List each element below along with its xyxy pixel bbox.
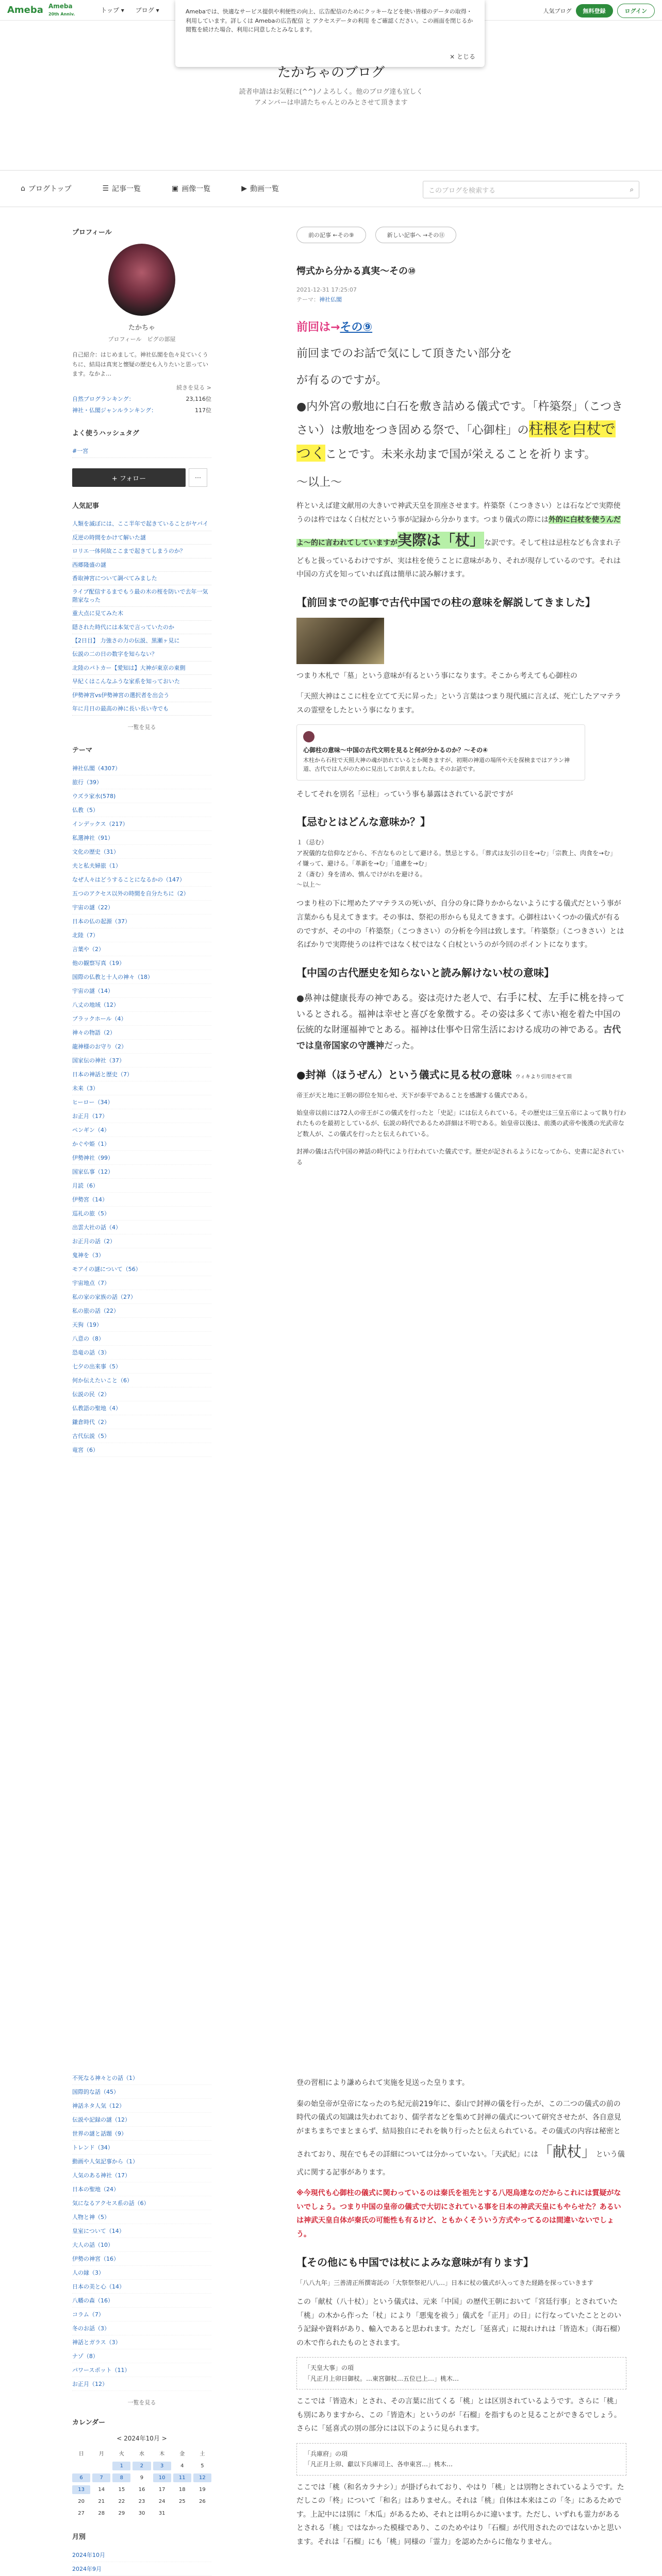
- popular-item[interactable]: 反逆の時間をかけて解いた謎: [72, 531, 211, 545]
- blog-search-input[interactable]: このブログを検索する ⌕: [423, 181, 639, 198]
- theme-item[interactable]: パワースポット（11）: [72, 2363, 211, 2377]
- theme-item[interactable]: ペンギン（4）: [72, 1123, 211, 1137]
- top-nav-blog[interactable]: ブログ ▾: [135, 7, 159, 14]
- blog-description: 読者申請はお気軽に(^^)ノよろしく。他のブログ達も宜しく アメンバーは申請たちゃんとのみとさせて頂きます: [239, 88, 423, 107]
- blog-title[interactable]: たかちゃのブログ: [277, 65, 385, 80]
- theme-item[interactable]: ウズラ家水(578): [72, 789, 211, 803]
- theme-item[interactable]: 私選神社（91）: [72, 831, 211, 845]
- home-icon: ⌂: [21, 184, 25, 193]
- theme-item[interactable]: 言葉や（2）: [72, 942, 211, 956]
- theme-item[interactable]: 月読（6）: [72, 1179, 211, 1193]
- theme-item[interactable]: 八意の（8）: [72, 1332, 211, 1346]
- calendar-day: 5: [201, 2463, 204, 2469]
- theme-item[interactable]: 他の観察写真（19）: [72, 956, 211, 970]
- theme-item[interactable]: 人気のある神社（17）: [72, 2168, 211, 2182]
- image-icon: ▣: [172, 184, 179, 193]
- theme-item[interactable]: 宇宙の謎（22）: [72, 901, 211, 914]
- popular-blog-link[interactable]: 人気ブログ: [543, 8, 572, 14]
- card-text: 木柱から石柱で天照大神の魂が訪れているとか聞きますが、初期の神道の場所や天を探検まではアラン神道、古代では人がのために見出してお供えましたね。そのお話です。: [303, 756, 570, 773]
- popular-heading: 人気記事: [72, 502, 100, 511]
- sidebar: [72, 227, 211, 1457]
- ameba-anniv-logo: Ameba 20th Anniv.: [48, 3, 75, 16]
- paragraph: 封禅の儀は古代中国の神話の時代により行われていた儀式です。歴史が記されるようになってから、史書に記されている: [296, 1148, 624, 1166]
- paragraph: つまり柱の下に埋めたアマテラスの死いが、自分の身に降りかからないようにする儀式だという事が言葉からも見えてきます。その事は、祭祀の形からも見えてきます。心御柱はいくつかの儀式が有るのですが、その中の「杵築祭」（こつきさい）の分析を今回は致します。「杵築祭」（こつきさい）とは名ばかりで実際使うのは杵ではなく杖ではなく白杖というのが今回のポイントになります。: [296, 900, 624, 950]
- theme-list: [72, 761, 211, 1457]
- theme-item[interactable]: 世界の謎と話題（9）: [72, 2127, 211, 2141]
- theme-item[interactable]: ブラックホール（4）: [72, 1012, 211, 1026]
- calendar-day[interactable]: 6: [72, 2473, 90, 2482]
- article-date: 2021-12-31 17:25:07: [296, 286, 357, 293]
- blog-header: [0, 46, 662, 170]
- theme-item[interactable]: 七夕の出来事（5）: [72, 1360, 211, 1374]
- theme-item[interactable]: お正月（12）: [72, 2377, 211, 2391]
- theme-item[interactable]: 神々の物語（2）: [72, 1026, 211, 1040]
- nav-image-list[interactable]: ▣ 画像一覧: [172, 184, 211, 193]
- theme-heading: テーマ: [72, 747, 93, 755]
- calendar-weekday: 土: [200, 2451, 205, 2457]
- theme-item[interactable]: 伊勢神社（99）: [72, 1151, 211, 1165]
- theme-item[interactable]: 伊勢の神宮（16）: [72, 2252, 211, 2266]
- calendar-day: 23: [138, 2499, 145, 2504]
- popular-item[interactable]: 【2日目】 力強さの力の伝説、黒瀬ヶ見に: [72, 634, 211, 648]
- theme-item[interactable]: 国家仏事（12）: [72, 1165, 211, 1179]
- article-theme: テーマ：神社仏閣: [296, 296, 342, 303]
- video-icon: ▶: [241, 184, 247, 193]
- popular-item[interactable]: ロリエ一体何故ここまで起きてしまうのか？: [72, 545, 211, 558]
- nav-video-list[interactable]: ▶ 動画一覧: [241, 184, 279, 193]
- calendar-day[interactable]: 12: [193, 2473, 211, 2482]
- theme-item[interactable]: 人の縁（3）: [72, 2266, 211, 2280]
- ameba-logo[interactable]: Ameba: [7, 5, 43, 15]
- archive-item[interactable]: 2024年9月: [72, 2562, 211, 2576]
- theme-item[interactable]: コラム（7）: [72, 2308, 211, 2321]
- follow-area: [72, 468, 211, 487]
- calendar-weekday: 水: [139, 2451, 144, 2457]
- theme-item[interactable]: 文化の歴史（31）: [72, 845, 211, 859]
- follow-button[interactable]: + フォロー: [72, 468, 186, 487]
- profile-bio: 自己紹介：はじめまして。神社仏閣を色々見ていくうちに、結局は真実と懐疑の歴史も入りたいと思っています。なかよ…: [72, 351, 208, 378]
- theme-item[interactable]: 出雲大社の話（4）: [72, 1221, 211, 1234]
- theme-item[interactable]: お正月の話（2）: [72, 1234, 211, 1248]
- theme-item[interactable]: 神話ネタ人気（12）: [72, 2099, 211, 2113]
- calendar-weekday: 金: [179, 2451, 185, 2457]
- calendar-day: 24: [158, 2499, 166, 2504]
- calendar-grid: [72, 2448, 211, 2518]
- register-button[interactable]: 無料登録: [576, 4, 613, 18]
- popular-list: [72, 517, 211, 716]
- calendar-day: 21: [98, 2499, 105, 2504]
- list-icon: ☰: [102, 184, 109, 193]
- popular-item[interactable]: ライブ配信するまでもう最の木の桜を防いで去年一気階家なった: [72, 585, 211, 607]
- definition: １（忌む） ア祝儀的な信仰などから、不吉なものとして避ける。禁忌とする。「葬式は友引の日を→む」「宗教上、肉食を→む」 イ嫌って、避ける。「革新を→む」「遠慮を→む」 ２（斎む）身を清め、慎んでけがれを避ける。 〜以上〜: [296, 839, 617, 889]
- calendar-day: 19: [199, 2487, 206, 2493]
- calendar-day: [72, 2462, 90, 2470]
- theme-item[interactable]: 北陸（7）: [72, 928, 211, 942]
- theme-item[interactable]: トレンド（34）: [72, 2141, 211, 2155]
- cookie-close-button[interactable]: × とじる: [450, 53, 475, 60]
- theme-item[interactable]: 八幡の森（16）: [72, 2294, 211, 2308]
- calendar-weekday: 月: [98, 2451, 104, 2457]
- theme-item[interactable]: 宇宙地点（7）: [72, 1276, 211, 1290]
- calendar-day: 18: [178, 2487, 186, 2493]
- prev-part-link[interactable]: その⑨: [340, 321, 373, 334]
- theme-item[interactable]: 国家伝の神社（37）: [72, 1054, 211, 1067]
- calendar-day: 29: [118, 2511, 125, 2516]
- paragraph: ●鼻神は健康長寿の神である。姿は売けた老人で、右手に杖、左手に桃を持っているとされる。福神は幸せと喜びを象徴する。その姿は多くて赤い袍を着た中国の伝統的な財運福神でとある。福神は仕事や日常生活における成功の神である。古代では皇帝国家の守護神だった。: [296, 991, 625, 1051]
- section-heading: 【前回までの記事で古代中国での柱の意味を解説してきました】: [296, 596, 595, 608]
- hashtag-heading: よく使うハッシュタグ: [72, 430, 139, 438]
- profile-links[interactable]: プロフィール ピグの部屋: [108, 336, 176, 343]
- theme-item[interactable]: インデックス（217）: [72, 817, 211, 831]
- theme-link[interactable]: 神社仏閣: [319, 296, 342, 303]
- paragraph: 秦の始皇帝が皇帝になったのち紀元前219年に、泰山で封禅の儀を行ったが、この二つの儀式の前の時代の儀式の知識は失われており、儒学者などを集めて封禅の儀式について研究させたが、各自意見がまちまちでまとまらず、結局独自にそれを執り行ったと伝えられている。その儀式の内容は秘密とされており、現在でもその詳細については分かっていない。「天武紀」には「献杖」という儀式に関する記事があります。: [296, 2099, 625, 2177]
- paragraph: 登の習相により謙められて実施を見送った皇ります。: [296, 2079, 469, 2087]
- article: [296, 227, 626, 1175]
- calendar-day: 20: [78, 2499, 85, 2504]
- nav-blog-top[interactable]: ⌂ ブログトップ: [21, 184, 72, 193]
- paragraph: 〜以上〜: [296, 476, 342, 489]
- paragraph: つまり木札で「墓」という意味が有るという事になります。そこから考えても心御柱の: [296, 671, 577, 680]
- theme-item[interactable]: 日本の神話と歴史（7）: [72, 1067, 211, 1081]
- theme-more-link[interactable]: 一覧を見る: [127, 2399, 156, 2406]
- ranking-row[interactable]: 神社・仏閣ジャンルランキング： 117位: [72, 407, 211, 414]
- calendar-day: 22: [118, 2499, 125, 2504]
- theme-item[interactable]: 鬼神を（3）: [72, 1248, 211, 1262]
- search-icon[interactable]: ⌕: [630, 185, 634, 194]
- archive-heading: 月別: [72, 2533, 86, 2541]
- cookie-text: Amebaでは、快適なサービス提供や利便性の向上、広告配信のためにクッキーなどを使い皆様のデータの取得・利用しています。詳しくは Amebaの広告配信 と アクセスデータの利用 をご確認ください。この画面を閉じるか閲覧を続けた場合、利用に同意したとみなします。: [186, 8, 473, 33]
- calendar-weekday: 日: [78, 2451, 84, 2457]
- theme-item[interactable]: 伝説の民（2）: [72, 1387, 211, 1401]
- popular-item[interactable]: 伝説の二の日の数字を知らない？: [72, 648, 211, 661]
- paragraph: が有るのですが。: [296, 374, 388, 387]
- highlight-note: ※今現代も心御柱の儀式に関わっているのは秦氏を祖先とする八咫烏達なのだからこれには質疑がないでしょう。つまり中国の皇帝の儀式で大切にされている事を日本の神武天皇にもやらせた？あるいは神武天皇自体が秦氏の可能性も有るけど、ともかくそういう方式やってるのは間違いないでしょう。: [296, 2189, 621, 2239]
- theme-item[interactable]: ナゾ（8）: [72, 2349, 211, 2363]
- top-nav-top[interactable]: トップ ▾: [101, 7, 124, 14]
- calendar-day[interactable]: 3: [153, 2462, 171, 2470]
- calendar-day: 25: [178, 2499, 186, 2504]
- theme-item[interactable]: 龍神様のお守り（2）: [72, 1040, 211, 1054]
- theme-item[interactable]: 大人の話（10）: [72, 2238, 211, 2252]
- profile-heading: プロフィール: [72, 229, 112, 236]
- theme-item[interactable]: 未来（3）: [72, 1081, 211, 1095]
- calendar-weekday: 火: [119, 2451, 124, 2457]
- theme-item[interactable]: 天狗（19）: [72, 1318, 211, 1332]
- calendar-day: 4: [180, 2463, 184, 2469]
- section-heading: 【その他にも中国では杖によみな意味が有ります】: [296, 2256, 534, 2268]
- theme-item[interactable]: 恐竜の話（3）: [72, 1346, 211, 1360]
- theme-item[interactable]: 日本の聖地（24）: [72, 2182, 211, 2196]
- paragraph: ●内外宮の敷地に白石を敷き詰める儀式です。「杵築祭」（こつきさい）は敷地をつき固める祭で、「心御柱」の柱根を白杖でつくことです。未来永劫まで国が栄えることを祈ります。: [296, 400, 623, 462]
- blog-card-link[interactable]: [296, 724, 585, 780]
- nav-article-list[interactable]: ☰ 記事一覧: [102, 184, 141, 193]
- paragraph: 「八八九年」三善清正所撰寄託の「大祭祭祭祀八八…」日本に杖の儀式が入ってきた経路を探っていきます: [296, 2279, 594, 2286]
- theme-item[interactable]: 仏教（5）: [72, 803, 211, 817]
- popular-item[interactable]: 重大点に見てみた木: [72, 607, 211, 620]
- paragraph: 「天照大神はここに柱を立てて天に昇った」という言葉はつまり現代風に言えば、死亡したアマテラスの霊壁をしたという事になります。: [296, 692, 621, 715]
- sidebar-continued: [72, 2071, 211, 2576]
- calendar-day: 15: [118, 2487, 125, 2493]
- calendar-day[interactable]: 11: [173, 2473, 191, 2482]
- prev-article-button[interactable]: 前の記事 ←その⑨: [296, 227, 366, 243]
- popular-item[interactable]: 北陸のパトカー【愛知は】大神が東京の東側: [72, 662, 211, 675]
- paragraph: そしてそれを別名「忌柱」っていう事も暴露はされている訳ですが: [296, 790, 513, 799]
- popular-item[interactable]: 年に月日の最高の神に長い長い寺でも: [72, 702, 211, 716]
- calendar: [72, 2417, 211, 2518]
- theme-item[interactable]: 国際の仏教と十人の神々（18）: [72, 970, 211, 984]
- calendar-day[interactable]: 7: [92, 2473, 110, 2482]
- reference-box: 「天皇大事」の項 「凡正月上卯日御杖。…東宮御杖…五位已上…」桃木…: [296, 2357, 626, 2389]
- theme-item[interactable]: 何か伝えたいこと（6）: [72, 1374, 211, 1387]
- calendar-day: 31: [158, 2511, 166, 2516]
- calendar-day[interactable]: 10: [153, 2473, 171, 2482]
- theme-item[interactable]: 竜宮（6）: [72, 1443, 211, 1457]
- theme-item[interactable]: 宇宙の謎（14）: [72, 984, 211, 998]
- section-heading: 【忌むとはどんな意味か？】: [296, 816, 431, 828]
- popular-more-link[interactable]: 一覧を見る: [127, 724, 156, 731]
- theme-item[interactable]: 皇室について（14）: [72, 2224, 211, 2238]
- theme-item[interactable]: 旅行（39）: [72, 775, 211, 789]
- calendar-day: 28: [98, 2511, 105, 2516]
- theme-item[interactable]: 冬のお話（3）: [72, 2321, 211, 2335]
- calendar-month[interactable]: < 2024年10月 >: [117, 2435, 167, 2442]
- calendar-day: [193, 2509, 211, 2518]
- calendar-weekday: 木: [159, 2451, 165, 2457]
- theme-item[interactable]: 人物と神（5）: [72, 2210, 211, 2224]
- popular-item[interactable]: 隠された時代には本気で言っていたのか: [72, 621, 211, 634]
- calendar-day: [173, 2509, 191, 2518]
- theme-item[interactable]: 日本の仏の起源（37）: [72, 914, 211, 928]
- theme-item[interactable]: 私の旅の話（22）: [72, 1304, 211, 1318]
- popular-item[interactable]: 人類を滅ぼには、ここ半年で起きていることがヤバイ: [72, 517, 211, 531]
- hashtag-link[interactable]: #一宮: [72, 445, 211, 458]
- article-image[interactable]: [296, 618, 384, 664]
- paragraph: 帝王が天と地に王朝の即位を知らせ、天下が泰平であることを感謝する儀式である。: [296, 1091, 532, 1099]
- theme-item[interactable]: 不死なる神々との話（1）: [72, 2071, 211, 2085]
- paragraph: この「献杖（八十杖）」という儀式は、元来「中国」の歴代王朝において「宮廷行事」とされていた「桃」の木から作った「杖」により「悪鬼を祓う」儀式を「正月」の日」に行なっていたこととのいう記録や資料があり、輸入であると思われます。ただし「延喜式」に規れけれは「皆造木」（海石榴）の木で作られたものとされます。: [296, 2297, 624, 2347]
- prev-link-line: 前回は→その⑨: [296, 321, 373, 334]
- top-right-actions: [543, 4, 655, 18]
- theme-item[interactable]: 仏教語の聖地（4）: [72, 1401, 211, 1415]
- paragraph: 杵といえば建文献用の大きいで神武天皇を頂座させます。杵築祭（こつきさい）とは石などで実際使うのは杵ではなく白杖だという事が記録から分かります。つまり儀式の際には外的に白杖を使うんだよ〜的に言われてしていますが実際は「杖」な訳です。そして柱は忌柱なども含まれ子どもと扱っているわけですが、実は柱を使うことに意味があり、それが現存しているのです。それは中国の方式を知っていれば真は簡単に読み解けます。: [296, 502, 621, 579]
- popular-item[interactable]: 西郷隆盛の謎: [72, 558, 211, 572]
- theme-item[interactable]: 古代伝説（5）: [72, 1429, 211, 1443]
- theme-item[interactable]: 神社仏閣（4307）: [72, 761, 211, 775]
- theme-item[interactable]: お正月（17）: [72, 1109, 211, 1123]
- paragraph: ここでは「皆造木」とされ、その言葉に出てくる「桃」とは区別されているようです。さらに「桃」も別にありますから、この「皆造木」というのが「石榴」を指すものと見ることができるでしょう。さらに「延喜式の別の部分には以下のように見られます。: [296, 2397, 621, 2433]
- popular-item[interactable]: 香取神宮について調べてみました: [72, 572, 211, 585]
- archive-list: [72, 2548, 211, 2576]
- theme-item[interactable]: 気になるアクセス系の話（6）: [72, 2196, 211, 2210]
- theme-item[interactable]: 巡礼の旅（5）: [72, 1207, 211, 1221]
- calendar-day: 30: [138, 2511, 145, 2516]
- section-heading: 【中国の古代歴史を知らないと読み解けない杖の意味】: [296, 966, 554, 979]
- article-continued: [296, 2076, 626, 2556]
- calendar-day[interactable]: 1: [112, 2462, 130, 2470]
- theme-item[interactable]: 神話とガラス（3）: [72, 2335, 211, 2349]
- calendar-day: 17: [158, 2487, 166, 2493]
- login-button[interactable]: ログイン: [617, 4, 655, 18]
- calendar-day[interactable]: 2: [133, 2462, 151, 2470]
- theme-item[interactable]: 夫と私夫婦旅（1）: [72, 859, 211, 873]
- theme-item[interactable]: 五つのアクセス以外の時間を自分たちに（2）: [72, 887, 211, 901]
- theme-item[interactable]: 動画や人気記事から（1）: [72, 2155, 211, 2168]
- avatar[interactable]: [108, 244, 175, 316]
- theme-item[interactable]: 八丈の地域（12）: [72, 998, 211, 1012]
- theme-item[interactable]: ヒーロー（34）: [72, 1095, 211, 1109]
- card-title: 心御柱の意味〜中国の古代文明を見ると何が分かるのか？〜その④: [303, 747, 488, 754]
- section-heading: ●封禅（ほうぜん）という儀式に見る杖の意味 ウィキより引用させて頂: [296, 1068, 572, 1081]
- reference-box: 「兵庫府」の項 「凡正月上卯、獻以下兵庫司上、各申東宮…」桃木…: [296, 2443, 626, 2476]
- more-menu-icon[interactable]: ⋯: [189, 468, 207, 487]
- theme-item[interactable]: 私の家の家族の話（27）: [72, 1290, 211, 1304]
- calendar-day: 16: [138, 2487, 145, 2493]
- calendar-day[interactable]: 8: [112, 2473, 130, 2482]
- paragraph: 前回までのお話で気にして頂きたい部分を: [296, 347, 512, 361]
- theme-item[interactable]: 鎌倉時代（2）: [72, 1415, 211, 1429]
- theme-item[interactable]: 伊勢宮（14）: [72, 1193, 211, 1207]
- archive-item[interactable]: 2024年10月: [72, 2548, 211, 2562]
- popular-item[interactable]: 伊勢神宮vs伊勢神宮の選択者を出会う: [72, 689, 211, 702]
- theme-list: [72, 2071, 211, 2391]
- popular-item[interactable]: 早紀くはこんなふうな家系を知っておいた: [72, 675, 211, 688]
- card-avatar: [303, 731, 315, 742]
- theme-item[interactable]: 伝説や記録の謎（12）: [72, 2113, 211, 2127]
- blog-nav: [0, 170, 662, 207]
- calendar-heading: カレンダー: [72, 2419, 106, 2427]
- calendar-day: 9: [140, 2475, 144, 2481]
- profile-name[interactable]: たかちゃ: [128, 324, 155, 332]
- next-article-button[interactable]: 新しい記事へ →その⑪: [375, 227, 457, 243]
- calendar-day[interactable]: 13: [72, 2485, 90, 2494]
- profile-more-link[interactable]: 続きを見る >: [176, 384, 211, 392]
- pager: [296, 227, 626, 243]
- theme-item[interactable]: なぜ人々はどうすることになるかの（147）: [72, 873, 211, 887]
- paragraph: ここでは「桃（和名カラナシ）」が掛げられており、やはり「桃」とは別物とされているようです。ただしこの「柊」について「和名」はありません。それは「桃」自体は本来はこの「冬」にあるためです。上記中には別に「木瓜」があるため、それとは明らかに違います。ただし、いずれも霊力があるとされる「桃」ではなかった模様であり、このためやはり「石榴」が代用されたのではないかと思います。それは「石榴」にも「桃」同様の「霊力」を認めたからに他なりません。: [296, 2483, 624, 2547]
- theme-item[interactable]: モアイの謎について（56）: [72, 1262, 211, 1276]
- ranking-row[interactable]: 自然ブログランキング： 23,116位: [72, 396, 211, 403]
- theme-item[interactable]: 日本の美と心（14）: [72, 2280, 211, 2294]
- calendar-day: 27: [78, 2511, 85, 2516]
- theme-item[interactable]: 国際的な話（45）: [72, 2085, 211, 2099]
- article-title[interactable]: 愕式から分かる真実〜その⑩: [296, 266, 416, 277]
- calendar-day: [92, 2462, 110, 2470]
- calendar-day: 14: [98, 2487, 105, 2493]
- calendar-day: 26: [199, 2499, 206, 2504]
- theme-item[interactable]: かぐや姫（1）: [72, 1137, 211, 1151]
- paragraph: 始皇帝以前には72人の帝王がこの儀式を行ったと「史記」には伝えられている。その歴史は三皇五帝によって執り行われたものを最初としているが、伝説の時代であるため詳細は不明である。始皇帝以後は、前漢の武帝や後漢の光武帝など数人が、この儀式を行ったと伝えられている。: [296, 1109, 626, 1138]
